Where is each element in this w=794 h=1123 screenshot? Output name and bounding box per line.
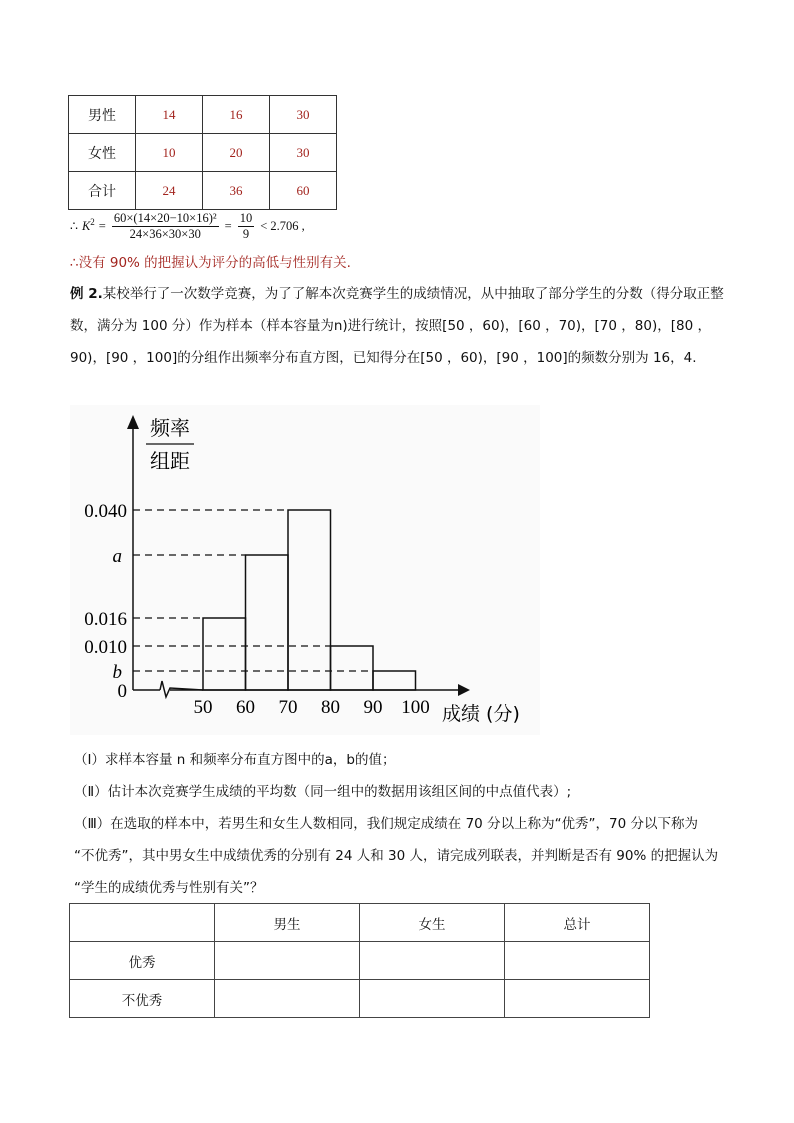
table-row <box>70 942 650 980</box>
k-letter: K <box>81 219 91 234</box>
question-3-line-2: “不优秀”，其中男女生中成绩优秀的分别有 24 人和 30 人，请完成列联表，并判断是否有 90% 的把握认为 <box>74 848 719 864</box>
y-tick-label: b <box>112 662 122 683</box>
x-tick-label: 70 <box>278 697 298 718</box>
therefore-symbol: ∴ <box>70 219 78 233</box>
equals-sign: = <box>98 218 106 233</box>
table-cell: 10 <box>136 134 203 172</box>
k-squared-formula <box>70 207 305 245</box>
k-exponent: 2 <box>90 217 95 228</box>
chart-background <box>70 405 540 735</box>
blank-cell[interactable] <box>505 980 650 1018</box>
example-paragraph <box>70 278 730 374</box>
row-label: 优秀 <box>70 942 215 980</box>
x-tick-label: 90 <box>363 697 383 718</box>
y-tick-label: a <box>112 546 122 567</box>
x-tick-label: 100 <box>401 697 430 718</box>
blank-cell[interactable] <box>215 980 360 1018</box>
header-cell: 男生 <box>215 904 360 942</box>
conclusion-text: ∴没有 90% 的把握认为评分的高低与性别有关. <box>70 255 351 271</box>
gender-score-table <box>68 95 337 210</box>
table-cell: 30 <box>270 96 337 134</box>
table-cell: 60 <box>270 172 337 210</box>
comparison-tail: < 2.706 , <box>260 218 305 233</box>
table-cell: 30 <box>270 134 337 172</box>
y-tick-label: 0.040 <box>84 501 127 522</box>
table-row <box>70 980 650 1018</box>
result-numerator: 10 <box>239 210 253 225</box>
table-cell: 36 <box>203 172 270 210</box>
table-row <box>69 96 337 134</box>
fraction-numerator: 60×(14×20−10×16)² <box>113 210 217 225</box>
k-symbol <box>82 217 95 234</box>
table-cell: 14 <box>136 96 203 134</box>
x-axis-label: 成绩 (分) <box>442 703 520 725</box>
row-label: 合计 <box>69 172 136 210</box>
y-tick-label: 0.016 <box>84 609 127 630</box>
example-label: 例 2. <box>70 286 103 302</box>
y-axis-label-top: 频率 <box>150 416 190 440</box>
blank-cell[interactable] <box>505 942 650 980</box>
row-label: 男性 <box>69 96 136 134</box>
blank-cell[interactable] <box>360 980 505 1018</box>
x-tick-label: 60 <box>236 697 255 718</box>
table-cell: 24 <box>136 172 203 210</box>
question-2: （Ⅱ）估计本次竞赛学生成绩的平均数（同一组中的数据用该组区间的中点值代表）; <box>74 784 572 800</box>
x-tick-label: 80 <box>321 697 340 718</box>
result-fraction <box>238 211 255 242</box>
fraction-denominator: 24×36×30×30 <box>129 226 201 241</box>
table-header-row <box>70 904 650 942</box>
question-1: （Ⅰ）求样本容量 n 和频率分布直方图中的a，b的值； <box>74 752 396 768</box>
table-row <box>69 172 337 210</box>
row-label: 女性 <box>69 134 136 172</box>
table-cell: 20 <box>203 134 270 172</box>
equals-sign-2: = <box>224 218 232 233</box>
header-cell: 女生 <box>360 904 505 942</box>
result-denominator: 9 <box>242 226 250 241</box>
y-tick-label: 0 <box>117 681 127 702</box>
y-axis-label-bottom: 组距 <box>150 449 190 473</box>
frequency-histogram <box>70 405 540 735</box>
question-3-line-3: “学生的成绩优秀与性别有关”？ <box>74 880 264 896</box>
table-row <box>69 134 337 172</box>
table-cell: 16 <box>203 96 270 134</box>
blank-cell[interactable] <box>360 942 505 980</box>
contingency-table <box>69 903 650 1018</box>
example-text: 某校举行了一次数学竞赛，为了了解本次竞赛学生的成绩情况，从中抽取了部分学生的分数（得分取正整数，满分为 100 分）作为样本（样本容量为n)进行统计，按照[50 ，60)，[60 ，70)，[70 ，80)，[80 ，90)，[90 ，100]的分组作出频率分布直方图，已知得分在[50 ，60)，[90 ，100]的频数分别为 16，4. <box>70 286 724 366</box>
x-tick-label: 50 <box>193 697 213 718</box>
y-tick-label: 0.010 <box>84 637 127 658</box>
question-3-line-1: （Ⅲ）在选取的样本中，若男生和女生人数相同，我们规定成绩在 70 分以上称为“优秀”，70 分以下称为 <box>74 816 699 832</box>
row-label: 不优秀 <box>70 980 215 1018</box>
blank-cell[interactable] <box>215 942 360 980</box>
header-cell <box>70 904 215 942</box>
header-cell: 总计 <box>505 904 650 942</box>
main-fraction <box>112 211 219 242</box>
